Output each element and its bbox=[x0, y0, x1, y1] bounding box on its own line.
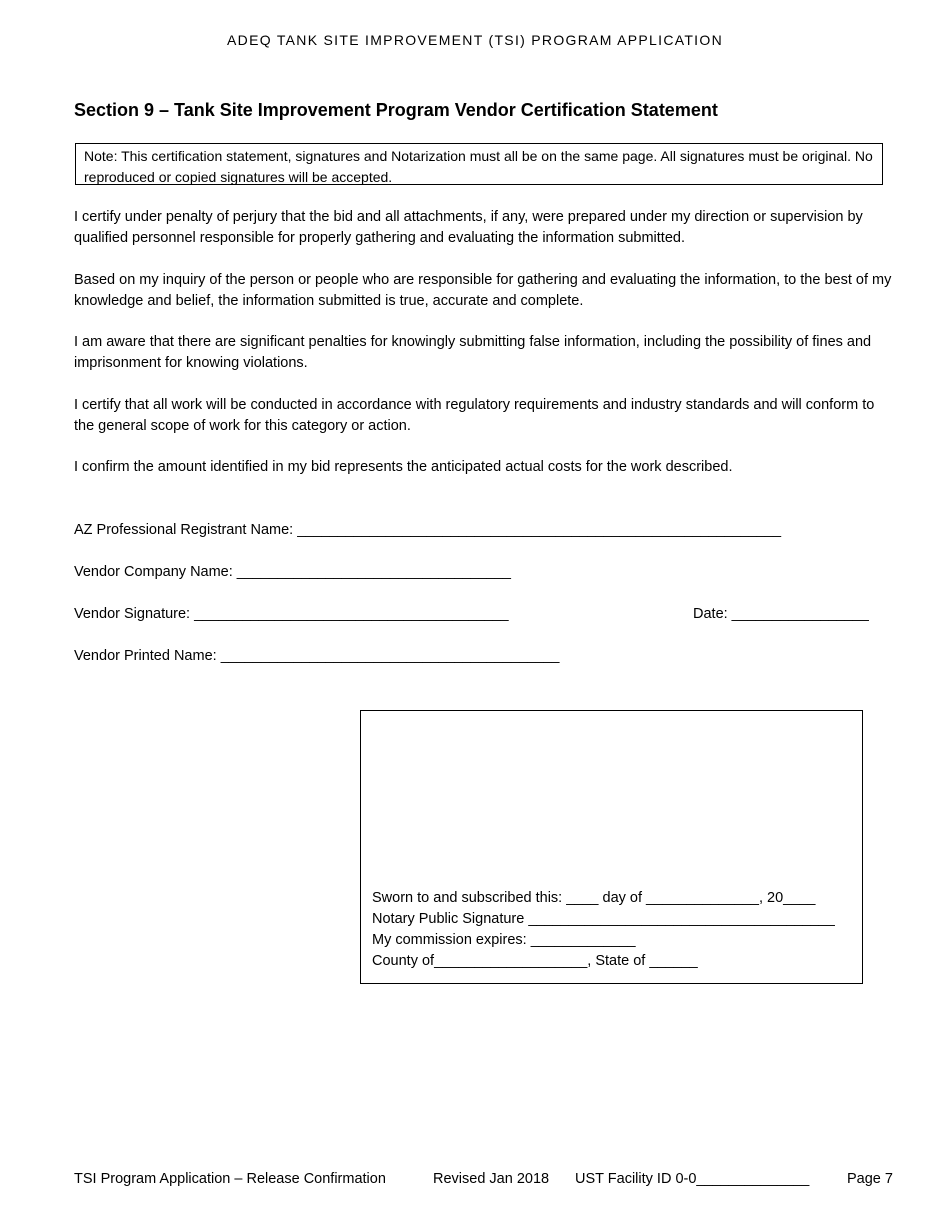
inquiry-paragraph: Based on my inquiry of the person or people who are responsible for gathering and evaluating the information, to the best of my knowledge and belief, the information submitted is true, accurate and complete. bbox=[74, 272, 892, 309]
sworn-line[interactable]: Sworn to and subscribed this: ____ day of ______________, 20____ bbox=[372, 890, 816, 906]
certify-perjury-paragraph: I certify under penalty of perjury that the bid and all attachments, if any, were prepared under my direction or supervision by qualified personnel responsible for properly gathering and evaluating the information submitted. bbox=[74, 209, 863, 246]
footer-facility-id: UST Facility ID 0-0______________ bbox=[575, 1171, 810, 1187]
commission-line[interactable]: My commission expires: _____________ bbox=[372, 932, 636, 948]
printed-name-field[interactable]: Vendor Printed Name: __________________________________________ bbox=[74, 648, 560, 664]
certification-note: Note: This certification statement, signatures and Notarization must all be on the same page. All signatures must be original. No reproduced or copied signatures will be accepted. bbox=[75, 143, 883, 185]
vendor-signature-field[interactable]: Vendor Signature: _______________________________________ bbox=[74, 606, 509, 622]
county-state-line[interactable]: County of___________________, State of ______ bbox=[372, 953, 698, 969]
work-conduct-paragraph: I certify that all work will be conducted in accordance with regulatory requirements and industry standards and will conform to the general scope of work for this category or action. bbox=[74, 397, 875, 434]
section-title: Section 9 – Tank Site Improvement Program Vendor Certification Statement bbox=[74, 100, 718, 120]
bid-amount-paragraph: I confirm the amount identified in my bid represents the anticipated actual costs for the work described. bbox=[74, 459, 733, 475]
footer-doc-name: TSI Program Application – Release Confirmation bbox=[74, 1171, 386, 1187]
notary-signature-line[interactable]: Notary Public Signature ______________________________________ bbox=[372, 911, 835, 927]
penalties-paragraph: I am aware that there are significant penalties for knowingly submitting false information, including the possibility of fines and imprisonment for knowing violations. bbox=[74, 334, 872, 371]
company-name-field[interactable]: Vendor Company Name: __________________________________ bbox=[74, 564, 511, 580]
footer-page-number: Page 7 bbox=[847, 1171, 893, 1187]
date-field[interactable]: Date: _________________ bbox=[693, 606, 869, 622]
notary-lines bbox=[372, 888, 835, 972]
page-header: ADEQ TANK SITE IMPROVEMENT (TSI) PROGRAM APPLICATION bbox=[227, 32, 723, 48]
footer-revised: Revised Jan 2018 bbox=[433, 1171, 550, 1187]
registrant-name-field[interactable]: AZ Professional Registrant Name: ____________________________________________________________ bbox=[74, 522, 782, 538]
notary-box bbox=[360, 710, 863, 984]
